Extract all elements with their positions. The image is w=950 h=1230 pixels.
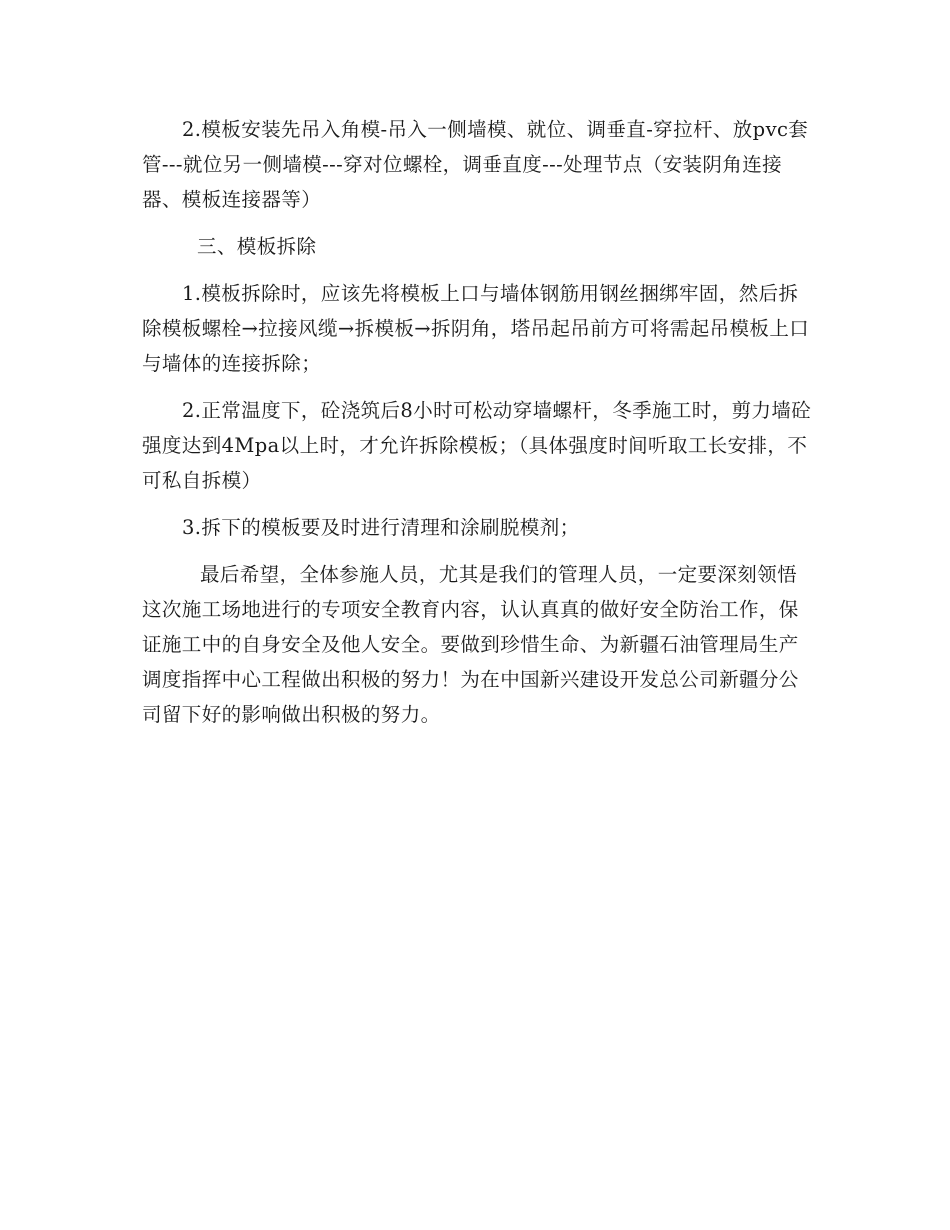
paragraph-removal-step-2: 2.正常温度下，砼浇筑后8小时可松动穿墙螺杆，冬季施工时，剪力墙砼强度达到4Mpa以上时，才允许拆除模板；（具体强度时间听取工长安排，不可私自拆模） bbox=[142, 399, 812, 492]
paragraph-closing-remarks: 最后希望，全体参施人员，尤其是我们的管理人员，一定要深刻领悟这次施工场地进行的专项安全教育内容，认认真真的做好安全防治工作，保证施工中的自身安全及他人安全。要做到珍惜生命、为新疆石油管理局生产调度指挥中心工程做出积极的努力！为在中国新兴建设开发总公司新疆分公司留下好的影响做出积极的努力。 bbox=[142, 563, 799, 726]
section-heading-removal: 三、模板拆除 bbox=[197, 235, 317, 258]
paragraph-removal-step-1: 1.模板拆除时，应该先将模板上口与墙体钢筋用钢丝捆绑牢固，然后拆除模板螺栓→拉接风缆→拆模板→拆阴角，塔吊起吊前方可将需起吊模板上口与墙体的连接拆除； bbox=[142, 282, 810, 375]
paragraph-removal-step-3: 3.拆下的模板要及时进行清理和涂刷脱模剂； bbox=[182, 516, 580, 539]
document-body bbox=[142, 112, 812, 732]
paragraph-install-step-2: 2.模板安装先吊入角模-吊入一侧墙模、就位、调垂直-穿拉杆、放pvc套管---就位另一侧墙模---穿对位螺栓，调垂直度---处理节点（安装阴角连接器、模板连接器等） bbox=[142, 118, 809, 211]
